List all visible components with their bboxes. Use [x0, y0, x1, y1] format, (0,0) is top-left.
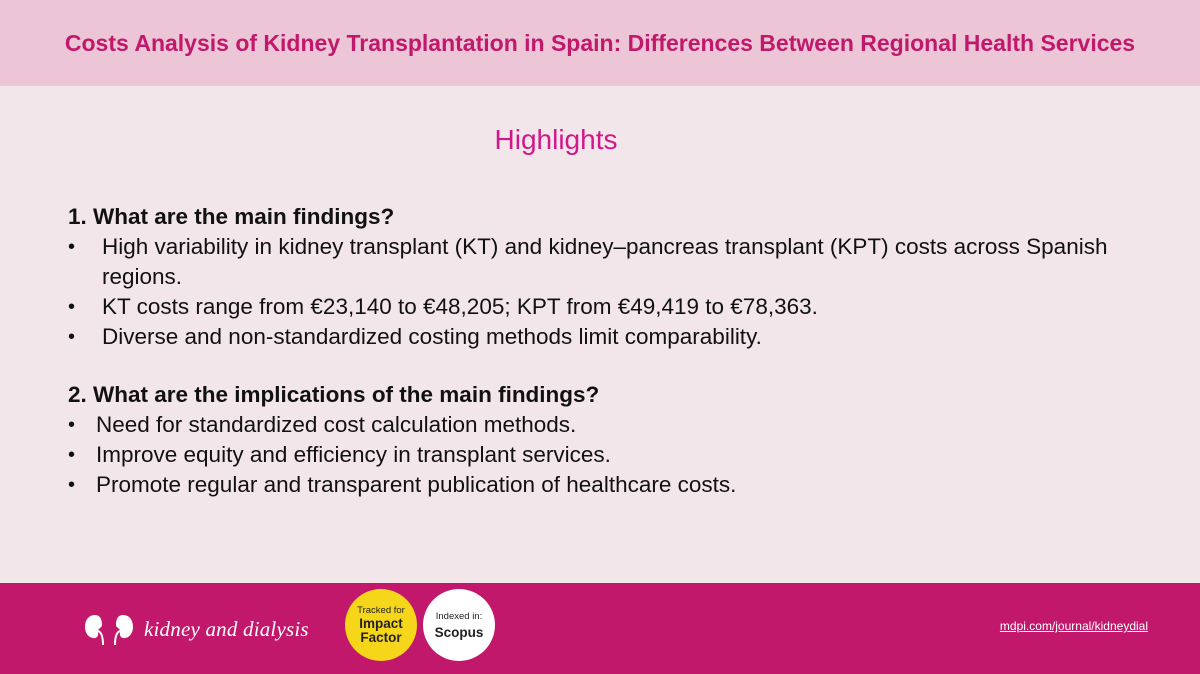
list-item: [68, 470, 1158, 500]
bullet-text: Need for standardized cost calculation methods.: [96, 412, 577, 437]
scopus-badge-line1: Indexed in:: [435, 610, 483, 622]
implications-section: [68, 380, 1158, 500]
bullet-text: High variability in kidney transplant (KT) and kidney–pancreas transplant (KPT) costs across Spanish regions.: [102, 234, 1108, 289]
list-item: [68, 410, 1158, 440]
main-findings-list: [68, 232, 1158, 352]
bullet-icon: •: [68, 474, 76, 496]
impact-badge-line2: Impact: [359, 616, 403, 631]
bullet-text: Improve equity and efficiency in transplant services.: [96, 442, 611, 467]
list-item: [68, 440, 1158, 470]
implications-list: [68, 410, 1158, 500]
bullet-icon: •: [68, 444, 76, 466]
impact-badge-line3: Factor: [360, 630, 402, 645]
scopus-badge-line2: Scopus: [434, 624, 484, 640]
implications-question: 2. What are the implications of the main findings?: [68, 382, 600, 407]
kidneys-icon: [84, 612, 134, 646]
bullet-icon: •: [68, 414, 76, 436]
bullet-icon: •: [68, 326, 76, 348]
page-title: Costs Analysis of Kidney Transplantation in Spain: Differences Between Regional Health Services: [64, 29, 1136, 56]
bullet-icon: •: [68, 296, 76, 318]
bullet-text: Diverse and non-standardized costing methods limit comparability.: [102, 324, 762, 349]
highlights-heading: Highlights: [494, 124, 618, 155]
journal-name: kidney and dialysis: [144, 616, 309, 641]
main-findings-question: 1. What are the main findings?: [68, 204, 395, 229]
journal-logo[interactable]: [84, 612, 309, 646]
list-item: [68, 232, 1158, 292]
scopus-badge[interactable]: [423, 589, 495, 661]
list-item: [68, 322, 1158, 352]
bullet-icon: •: [68, 236, 76, 258]
bullet-text: KT costs range from €23,140 to €48,205; KPT from €49,419 to €78,363.: [102, 294, 818, 319]
footer-bar: [0, 583, 1200, 674]
highlights-panel: [0, 86, 1200, 583]
header-banner: [0, 0, 1200, 86]
journal-link[interactable]: mdpi.com/journal/kidneydial: [999, 619, 1148, 633]
main-findings-section: [68, 202, 1158, 352]
bullet-text: Promote regular and transparent publication of healthcare costs.: [96, 472, 737, 497]
impact-badge-line1: Tracked for: [357, 605, 405, 616]
list-item: [68, 292, 1158, 322]
impact-factor-badge[interactable]: [345, 589, 417, 661]
